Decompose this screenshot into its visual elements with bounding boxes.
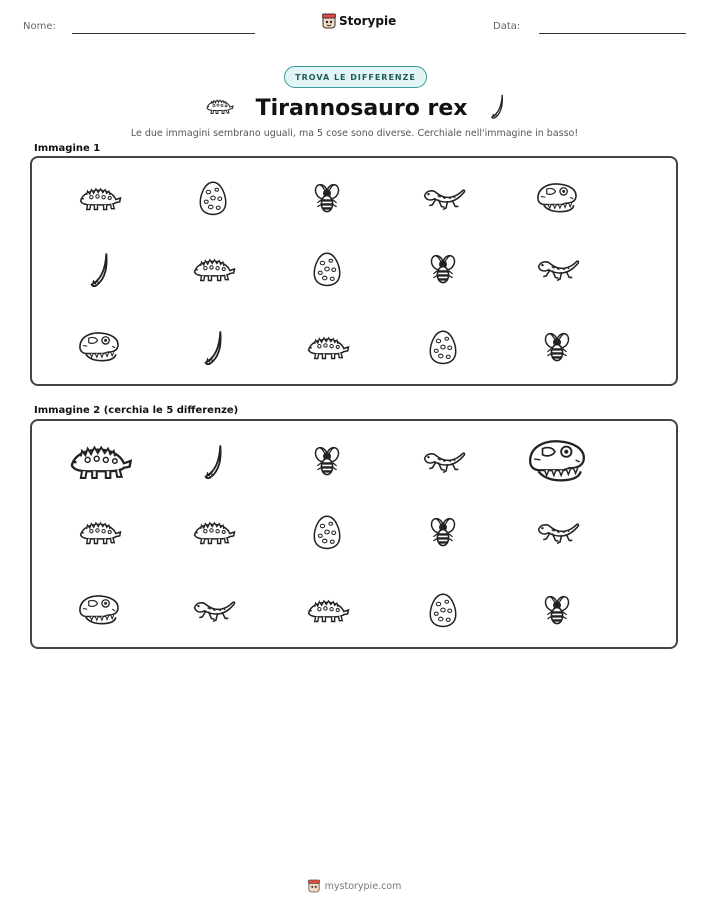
image1-panel xyxy=(30,156,678,386)
image1-ankylosaurus-icon xyxy=(297,321,357,373)
name-label: Nome: xyxy=(23,21,56,32)
image1-bee-icon xyxy=(413,243,473,295)
image2-egg-icon[interactable] xyxy=(413,584,473,636)
instructions: Le due immagini sembrano uguali, ma 5 cose sono diverse. Cerchiale nell'immagine in basso! xyxy=(130,128,579,139)
activity-badge: TROVA LE DIFFERENZE xyxy=(284,66,427,88)
page-title: Tirannosauro rex xyxy=(255,95,468,121)
image2-ankylosaurus-icon[interactable] xyxy=(183,506,243,558)
name-field[interactable] xyxy=(72,33,255,34)
image2-claw-icon[interactable] xyxy=(183,435,243,487)
image1-claw-icon xyxy=(183,321,243,373)
image2-bee-icon[interactable] xyxy=(527,584,587,636)
image1-bee-icon xyxy=(527,321,587,373)
image2-lizard-icon[interactable] xyxy=(527,506,587,558)
image2-label: Immagine 2 (cerchia le 5 differenze) xyxy=(34,405,239,416)
footer-site: mystorypie.com xyxy=(324,880,402,892)
brand-logo xyxy=(322,13,396,29)
image2-ankylosaurus-icon[interactable] xyxy=(69,506,129,558)
image1-lizard-icon xyxy=(527,243,587,295)
image1-egg-icon xyxy=(183,172,243,224)
image1-lizard-icon xyxy=(413,172,473,224)
image1-skull-icon xyxy=(69,321,129,373)
image2-lizard-icon[interactable] xyxy=(413,435,473,487)
claw-icon xyxy=(489,93,505,123)
image2-bee-icon[interactable] xyxy=(297,435,357,487)
brand-name: Storypie xyxy=(339,14,397,28)
image2-skull-large-icon[interactable] xyxy=(527,435,587,487)
image1-ankylosaurus-icon xyxy=(69,172,129,224)
ankylosaurus-icon xyxy=(204,97,234,119)
storypie-mascot-icon xyxy=(322,13,336,29)
title-row xyxy=(0,92,709,124)
image2-ankylosaurus-icon[interactable] xyxy=(297,584,357,636)
image1-skull-icon xyxy=(527,172,587,224)
image1-label: Immagine 1 xyxy=(34,143,101,154)
image2-panel[interactable] xyxy=(30,419,678,649)
date-label: Data: xyxy=(493,21,521,32)
image1-claw-icon xyxy=(69,243,129,295)
image2-egg-icon[interactable] xyxy=(297,506,357,558)
image1-egg-icon xyxy=(297,243,357,295)
image2-lizard-icon[interactable] xyxy=(183,584,243,636)
image2-ankylosaurus-large-icon[interactable] xyxy=(69,435,129,487)
storypie-mascot-icon xyxy=(308,879,320,893)
image2-bee-icon[interactable] xyxy=(413,506,473,558)
image1-ankylosaurus-icon xyxy=(183,243,243,295)
footer xyxy=(0,879,709,893)
image1-egg-icon xyxy=(413,321,473,373)
image2-skull-icon[interactable] xyxy=(69,584,129,636)
image1-bee-icon xyxy=(297,172,357,224)
date-field[interactable] xyxy=(539,33,686,34)
